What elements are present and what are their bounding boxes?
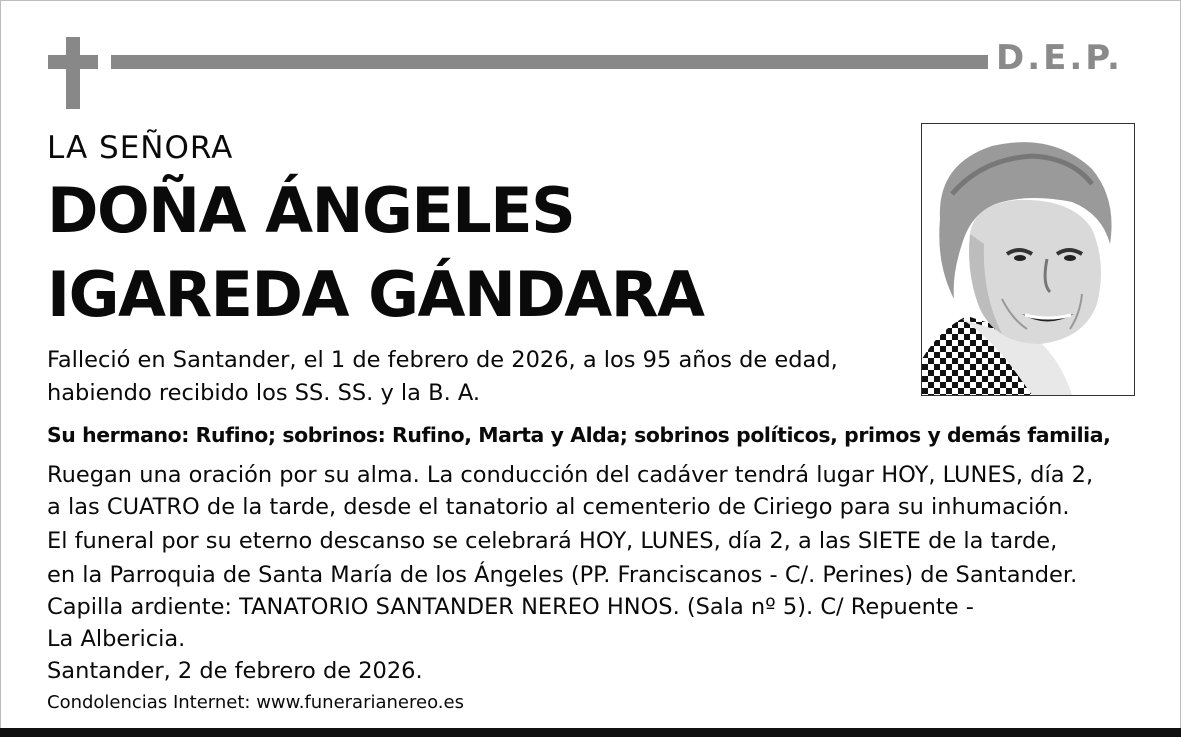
portrait-illustration (922, 124, 1134, 395)
honorific-title: LA SEÑORA (47, 130, 234, 166)
death-info-line2: habiendo recibido los SS. SS. y la B. A. (47, 380, 481, 406)
header-rule (111, 55, 988, 69)
death-info-line1: Falleció en Santander, el 1 de febrero de 2026, a los 95 años de edad, (47, 347, 838, 373)
announcement-line: El funeral por su eterno descanso se celebrará HOY, LUNES, día 2, a las SIETE de la tarde, (47, 528, 1058, 554)
announcement-line: en la Parroquia de Santa María de los Ángeles (PP. Franciscanos - C/. Perines) de Santander. (47, 562, 1078, 588)
condolences-line: Condolencias Internet: www.funerarianereo.es (47, 692, 464, 713)
announcement-line: a las CUATRO de la tarde, desde el tanatorio al cementerio de Ciriego para su inhumación. (47, 494, 1070, 520)
family-line: Su hermano: Rufino; sobrinos: Rufino, Marta y Alda; sobrinos políticos, primos y demás familia, (47, 423, 1111, 447)
place-date: Santander, 2 de febrero de 2026. (47, 658, 423, 684)
dep-label: D.E.P. (996, 38, 1123, 78)
deceased-name-line1: DOÑA ÁNGELES (47, 174, 575, 247)
bottom-border-bar (0, 728, 1181, 737)
cross-icon-bar (48, 55, 98, 69)
deceased-portrait-photo (921, 123, 1135, 396)
announcement-line: Ruegan una oración por su alma. La conducción del cadáver tendrá lugar HOY, LUNES, día 2, (47, 462, 1094, 488)
deceased-name-line2: IGAREDA GÁNDARA (47, 258, 704, 331)
announcement-line: Capilla ardiente: TANATORIO SANTANDER NEREO HNOS. (Sala nº 5). C/ Repuente - (47, 594, 974, 620)
announcement-line: La Albericia. (47, 626, 186, 652)
cross-icon (66, 37, 80, 109)
